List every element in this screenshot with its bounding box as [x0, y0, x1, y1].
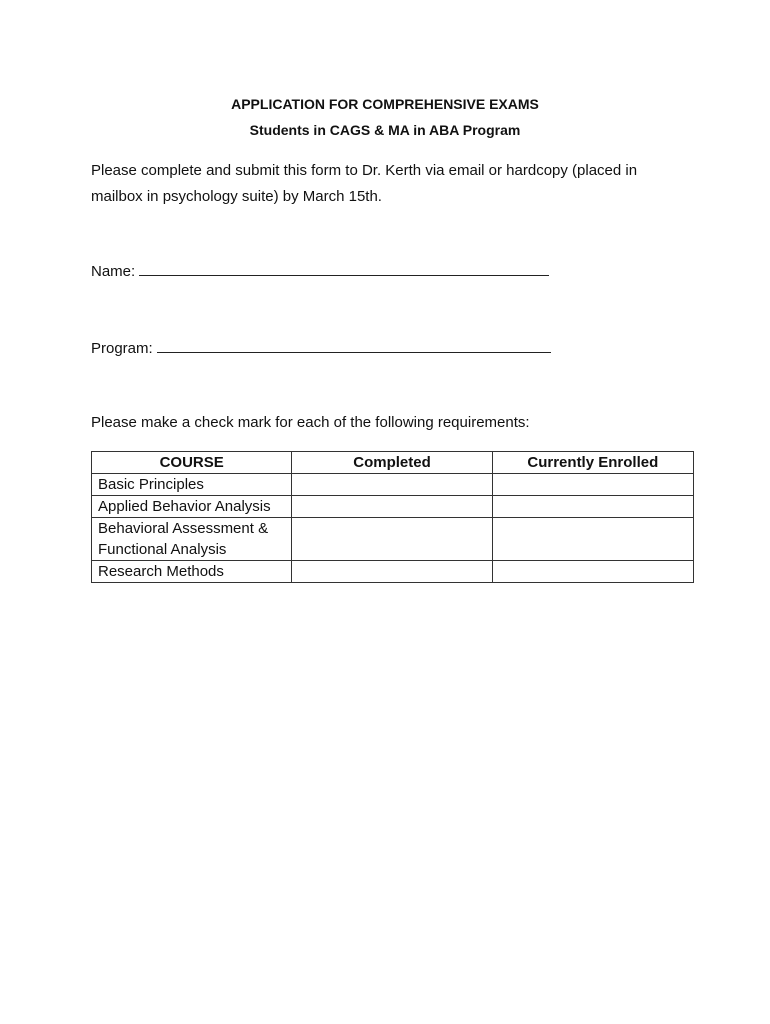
program-field [91, 338, 551, 357]
table-row [92, 496, 694, 518]
form-title: APPLICATION FOR COMPREHENSIVE EXAMS [231, 96, 539, 112]
completed-cell[interactable] [292, 518, 492, 561]
course-cell: Behavioral Assessment & Functional Analysis [92, 518, 292, 561]
table-header-row [92, 452, 694, 474]
instructions-text: Please complete and submit this form to Dr. Kerth via email or hardcopy (placed in mailbox in psychology suite) by March 15th. [91, 162, 638, 205]
name-blank-line[interactable] [139, 261, 549, 276]
course-cell: Research Methods [92, 561, 292, 583]
header-completed: Completed [292, 452, 492, 474]
enrolled-cell[interactable] [492, 561, 693, 583]
enrolled-cell[interactable] [492, 474, 693, 496]
header-course: COURSE [92, 452, 292, 474]
table-row [92, 474, 694, 496]
form-subtitle: Students in CAGS & MA in ABA Program [249, 122, 521, 138]
course-cell: Basic Principles [92, 474, 292, 496]
table-row [92, 561, 694, 583]
check-prompt: Please make a check mark for each of the following requirements: [91, 414, 530, 431]
program-blank-line[interactable] [157, 338, 551, 353]
table-row [92, 518, 694, 561]
course-cell: Applied Behavior Analysis [92, 496, 292, 518]
enrolled-cell[interactable] [492, 518, 693, 561]
program-label: Program: [91, 340, 153, 357]
name-label: Name: [91, 263, 136, 280]
completed-cell[interactable] [292, 496, 492, 518]
completed-cell[interactable] [292, 561, 492, 583]
completed-cell[interactable] [292, 474, 492, 496]
enrolled-cell[interactable] [492, 496, 693, 518]
requirements-table [91, 451, 694, 583]
header-currently-enrolled: Currently Enrolled [492, 452, 693, 474]
name-field [91, 261, 549, 280]
